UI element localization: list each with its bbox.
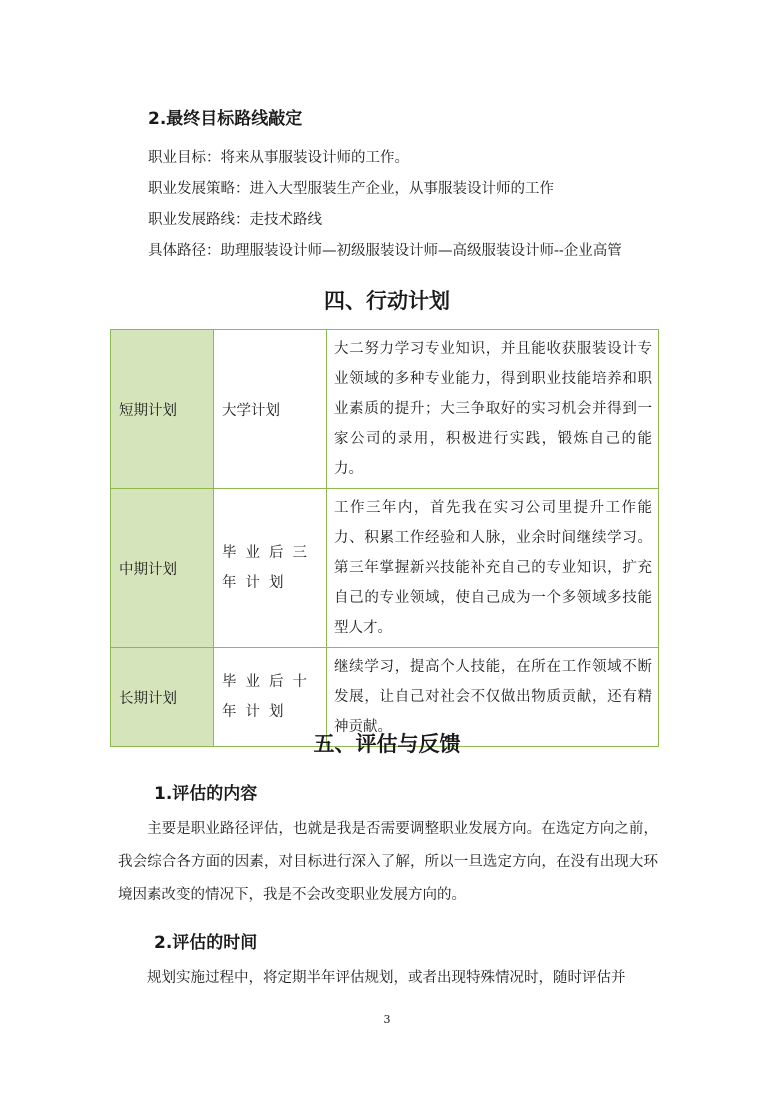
action-plan-table: [110, 329, 659, 747]
plan-content-cell: 工作三年内，首先我在实习公司里提升工作能力、积累工作经验和人脉，业余时间继续学习。第三年掌握新兴技能补充自己的专业知识，扩充自己的专业领域，使自己成为一个多领域多技能型人才。: [327, 489, 659, 648]
eval-time-paragraph: 规划实施过程中，将定期半年评估规划，或者出现特殊情况时，随时评估并: [147, 970, 626, 986]
heading-eval-time: 2.评估的时间: [154, 933, 258, 953]
plan-period-cell: [214, 330, 327, 489]
plan-period-text: 大学计划: [222, 402, 280, 419]
page-number: 3: [383, 1013, 391, 1026]
heading-evaluation-feedback: 五、评估与反馈: [313, 732, 461, 756]
plan-term-cell: 长期计划: [111, 648, 214, 747]
section-heading-final-route: 2.最终目标路线敲定: [148, 109, 303, 129]
goal-line-path: 具体路径：助理服装设计师—初级服装设计师—高级服装设计师--企业高管: [148, 243, 622, 259]
plan-content-cell: 大二努力学习专业知识，并且能收获服装设计专业领域的多种专业能力，得到职业技能培养和职业素质的提升；大三争取好的实习机会并得到一家公司的录用，积极进行实践，锻炼自己的能力。: [327, 330, 659, 489]
plan-term-cell: 短期计划: [111, 330, 214, 489]
plan-period-cell: [214, 489, 327, 648]
plan-content-cell: 继续学习，提高个人技能，在所在工作领域不断发展，让自己对社会不仅做出物质贡献，还有精神贡献。: [327, 648, 659, 747]
heading-eval-content: 1.评估的内容: [154, 784, 258, 804]
table-row: [111, 330, 659, 489]
goal-line-strategy: 职业发展策略：进入大型服装生产企业，从事服装设计师的工作: [148, 181, 554, 197]
eval-content-paragraph: 主要是职业路径评估，也就是我是否需要调整职业发展方向。在选定方向之前，我会综合各方面的因素，对目标进行深入了解，所以一旦选定方向，在没有出现大环境因素改变的情况下，我是不会改变职业发展方向的。: [118, 821, 658, 903]
heading-action-plan: 四、行动计划: [324, 289, 450, 313]
goal-line-career-target: 职业目标：将来从事服装设计师的工作。: [148, 150, 409, 166]
plan-period-text: 毕业后十年计划: [222, 674, 316, 720]
plan-term-cell: 中期计划: [111, 489, 214, 648]
goal-line-route: 职业发展路线：走技术路线: [148, 212, 322, 228]
table-row: [111, 489, 659, 648]
plan-period-text: 毕业后三年计划: [222, 545, 316, 591]
